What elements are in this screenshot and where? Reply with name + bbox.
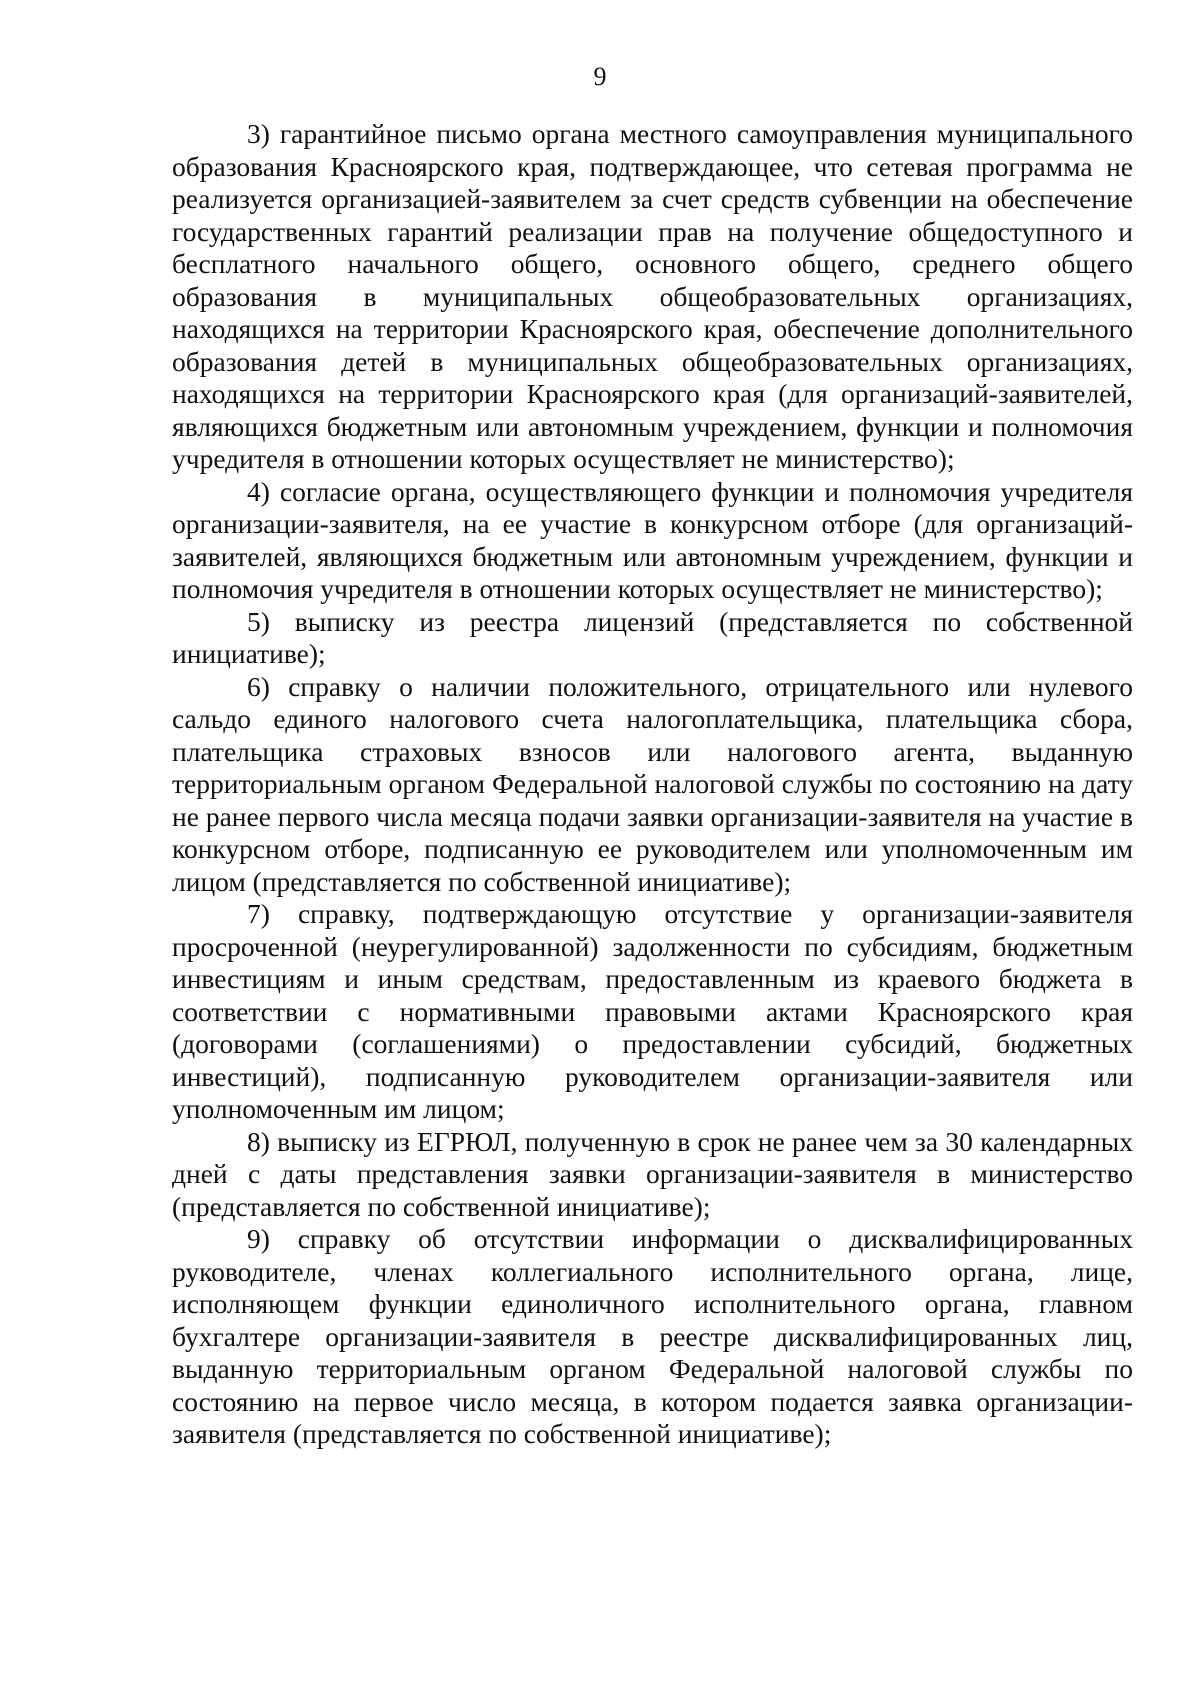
list-item-8: 8) выписку из ЕГРЮЛ, полученную в срок не ранее чем за 30 календарных дней с даты представления заявки организации-заявителя в министерство (представляется по собственной инициативе);: [172, 1125, 1133, 1222]
list-item-5: 5) выписку из реестра лицензий (представляется по собственной инициативе);: [172, 605, 1133, 669]
list-item-7: 7) справку, подтверждающую отсутствие у организации-заявителя просроченной (неурегулированной) задолженности по субсидиям, бюджетным инвестициям и иным средствам, предоставленным из краевого бюджета в соответствии с нормативными правовыми актами Красноярского края (договорами (соглашениями) о предоставлении субсидий, бюджетных инвестиций), подписанную руководителем организации-заявителя или уполномоченным им лицом;: [172, 898, 1133, 1124]
list-item-9: 9) справку об отсутствии информации о дисквалифицированных руководителе, членах коллегиального исполнительного органа, лице, исполняющем функции единоличного исполнительного органа, главном бухгалтере организации-заявителя в реестре дисквалифицированных лиц, выданную территориальным органом Федеральной налоговой службы по состоянию на первое число месяца, в котором подается заявка организации-заявителя (представляется по собственной инициативе);: [172, 1223, 1133, 1449]
document-body: [172, 118, 1133, 1451]
list-item-6: 6) справку о наличии положительного, отрицательного или нулевого сальдо единого налогового счета налогоплательщика, плательщика сбора, плательщика страховых взносов или налогового агента, выданную территориальным органом Федеральной налоговой службы по состоянию на дату не ранее первого числа месяца подачи заявки организации-заявителя на участие в конкурсном отборе, подписанную ее руководителем или уполномоченным им лицом (представляется по собственной инициативе);: [172, 670, 1133, 897]
list-item-4: 4) согласие органа, осуществляющего функции и полномочия учредителя организации-заявителя, на ее участие в конкурсном отборе (для организаций-заявителей, являющихся бюджетным или автономным учреждением, функции и полномочия учредителя в отношении которых осуществляет не министерство);: [172, 475, 1133, 604]
page-number: 9: [593, 62, 607, 91]
list-item-3: 3) гарантийное письмо органа местного самоуправления муниципального образования Красноярского края, подтверждающее, что сетевая программа не реализуется организацией-заявителем за счет средств субвенции на обеспечение государственных гарантий реализации прав на получение общедоступного и бесплатного начального общего, основного общего, среднего общего образования в муниципальных общеобразовательных организациях, находящихся на территории Красноярского края, обеспечение дополнительного образования детей в муниципальных общеобразовательных организациях, находящихся на территории Красноярского края (для организаций-заявителей, являющихся бюджетным или автономным учреждением, функции и полномочия учредителя в отношении которых осуществляет не министерство);: [172, 118, 1133, 474]
